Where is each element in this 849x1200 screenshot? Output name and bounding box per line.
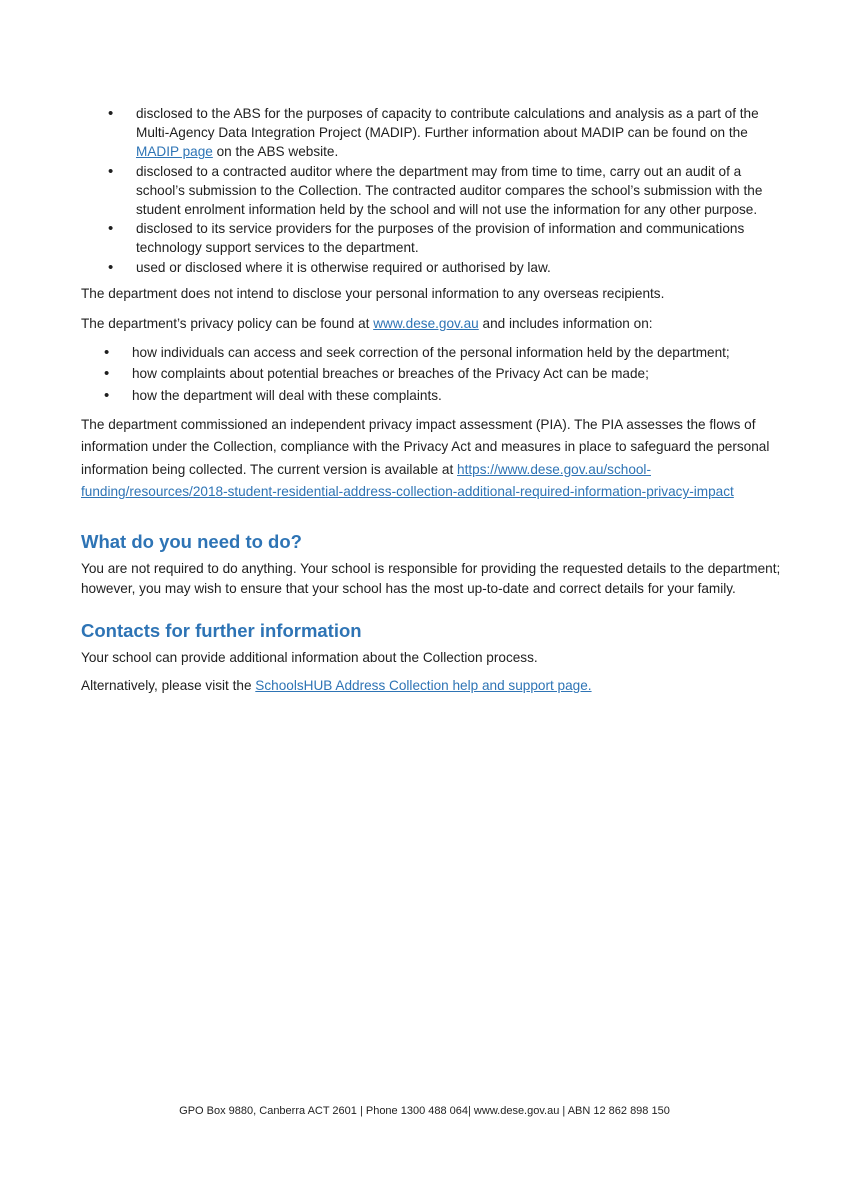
list-item: • how the department will deal with these complaints.: [81, 386, 793, 405]
section-heading-todo: What do you need to do?: [81, 531, 302, 553]
list-item: • disclosed to its service providers for the purposes of the provision of information and communications technology support services to the department.: [81, 219, 793, 257]
contacts-alternative-paragraph: [81, 676, 793, 695]
list-item: • used or disclosed where it is otherwise required or authorised by law.: [81, 258, 793, 277]
pia-link[interactable]: https://www.dese.gov.au/school-funding/resources/2018-student-residential-address-collection-additional-required-information-privacy-impact: [81, 461, 734, 500]
list-item-text: on the ABS website.: [212, 144, 339, 160]
list-item: • how individuals can access and seek correction of the personal information held by the department;: [81, 343, 793, 362]
madip-page-link[interactable]: MADIP page: [136, 144, 213, 160]
list-item: • how complaints about potential breaches or breaches of the Privacy Act can be made;: [81, 364, 793, 383]
policy-text: The department’s privacy policy can be found at: [81, 316, 374, 332]
overseas-paragraph: The department does not intend to disclose your personal information to any overseas recipients.: [81, 285, 665, 301]
list-item: • disclosed to a contracted auditor where the department may from time to time, carry out an audit of a school’s submission to the Collection. The contracted auditor compares the school’s submission with the student enrolment information held by the school and will not use the information for any other purpose.: [81, 162, 793, 220]
list-item-text: disclosed to the ABS for the purposes of capacity to contribute calculations and analysis as a part of the Multi-Agency Data Integration Project (MADIP). Further information about MADIP can be found on the: [136, 106, 759, 141]
page-footer: GPO Box 9880, Canberra ACT 2601 | Phone 1300 488 064| www.dese.gov.au | ABN 12 862 898 150: [179, 1105, 670, 1117]
list-item: [81, 104, 793, 162]
todo-paragraph: You are not required to do anything. Your school is responsible for providing the requested details to the department; however, you may wish to ensure that your school has the most up-to-date and correct details for your family.: [81, 561, 781, 596]
privacy-policy-list: [81, 343, 793, 405]
contacts-paragraph: Your school can provide additional information about the Collection process.: [81, 649, 538, 665]
section-heading-contacts: Contacts for further information: [81, 619, 362, 641]
document-body: [81, 104, 793, 695]
schoolshub-support-link[interactable]: SchoolsHUB Address Collection help and support page.: [255, 678, 592, 694]
privacy-policy-paragraph: [81, 314, 793, 333]
pia-text: The department commissioned an independent privacy impact assessment (PIA). The PIA assesses the flows of information under the Collection, compliance with the Privacy Act and measures in place to safeguard the personal information being collected. The current version is available at: [81, 416, 770, 477]
policy-text: and includes information on:: [478, 316, 653, 332]
disclosure-list: [81, 104, 793, 277]
pia-paragraph: [81, 414, 793, 504]
contacts-alt-text: Alternatively, please visit the: [81, 678, 256, 694]
dese-website-link[interactable]: www.dese.gov.au: [373, 316, 479, 332]
